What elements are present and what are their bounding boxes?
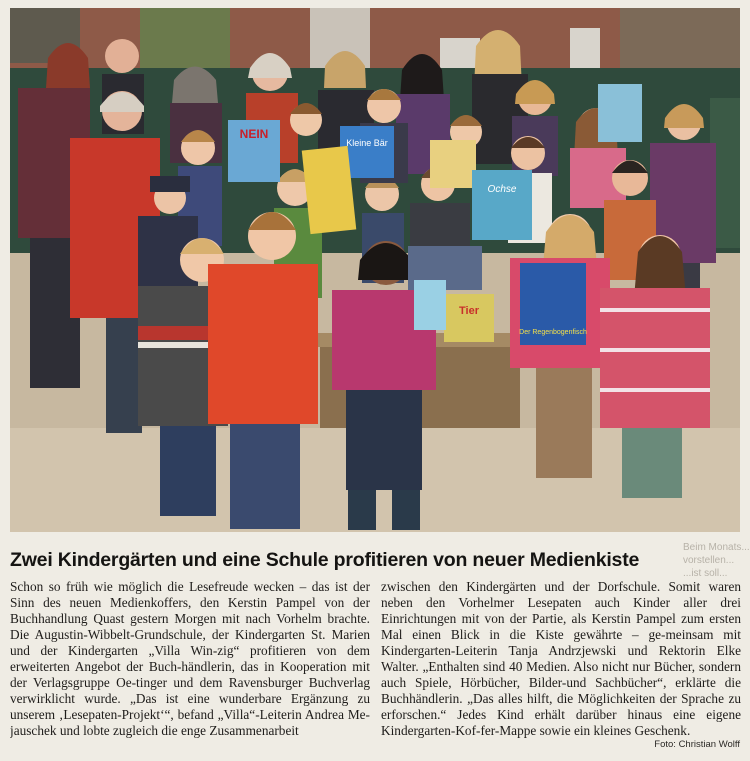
svg-text:Der Regenbogenfisch: Der Regenbogenfisch [519, 329, 587, 336]
svg-text:NEIN: NEIN [239, 127, 269, 141]
book-tier [444, 294, 494, 342]
svg-text:Ochse: Ochse [487, 184, 517, 195]
svg-text:Kleine Bär: Kleine Bär [346, 138, 388, 148]
bleed-through-text: Beim Monats... vorstellen... ...ist soll... [683, 542, 750, 579]
article-column-left: Schon so früh wie möglich die Lesefreude wecken – das ist der Sinn des neuen Medienkoffers, den Kerstin Pampel von der Buchhandlung Quast gestern Morgen mit nach Vorhelm brachte. Die Augustin-Wibbelt-Grundschule, der Kindergarten St. Marien und der Kindergarten „Villa Win-zig“ profitieren von dem erweiterten Angebot der Buch-händlerin, das in Kooperation mit der Verlagsgruppe Oe-tinger und dem Ravensburger Buchverlag verwirklicht wurde. „Das ist eine wunderbare Ergänzung zu unserem ‚Lesepaten-Projekt‘“, befand „Villa“-Leiterin Andrea Me-jauschek und lobte zugleich die enge Zusammenarbeit [10, 579, 370, 739]
svg-text:Tier: Tier [459, 305, 479, 317]
photo-credit: Foto: Christian Wolff [654, 739, 740, 750]
book-ochse [472, 170, 532, 240]
group-photo [10, 8, 740, 532]
article-headline: Zwei Kindergärten und eine Schule profitieren von neuer Medienkiste [10, 549, 640, 571]
article-column-right: zwischen den Kindergärten und der Dorfschule. Somit waren neben den Vorhelmer Lesepaten auch Kinder aller drei Einrichtungen mit von der Partie, als Kerstin Pampel zum ersten Mal einen Blick in die Kiste gewährte – ge-meinsam mit Kindergarten-Leiterin Tanja Andrzjewski und Rektorin Elke Walter. „Enthalten sind 40 Medien. Also nicht nur Bücher, sondern auch Spiele, Hörbücher, Bilder-und Sachbücher“, erklärte die Buchhändlerin. „Das alles hilft, die Möglichkeiten der Sprache zu erforschen.“ Jedes Kind erhält darüber hinaus eine eigene Kindergarten-Kof-fer-Mappe sowie ein kleines Geschenk. [381, 579, 741, 739]
